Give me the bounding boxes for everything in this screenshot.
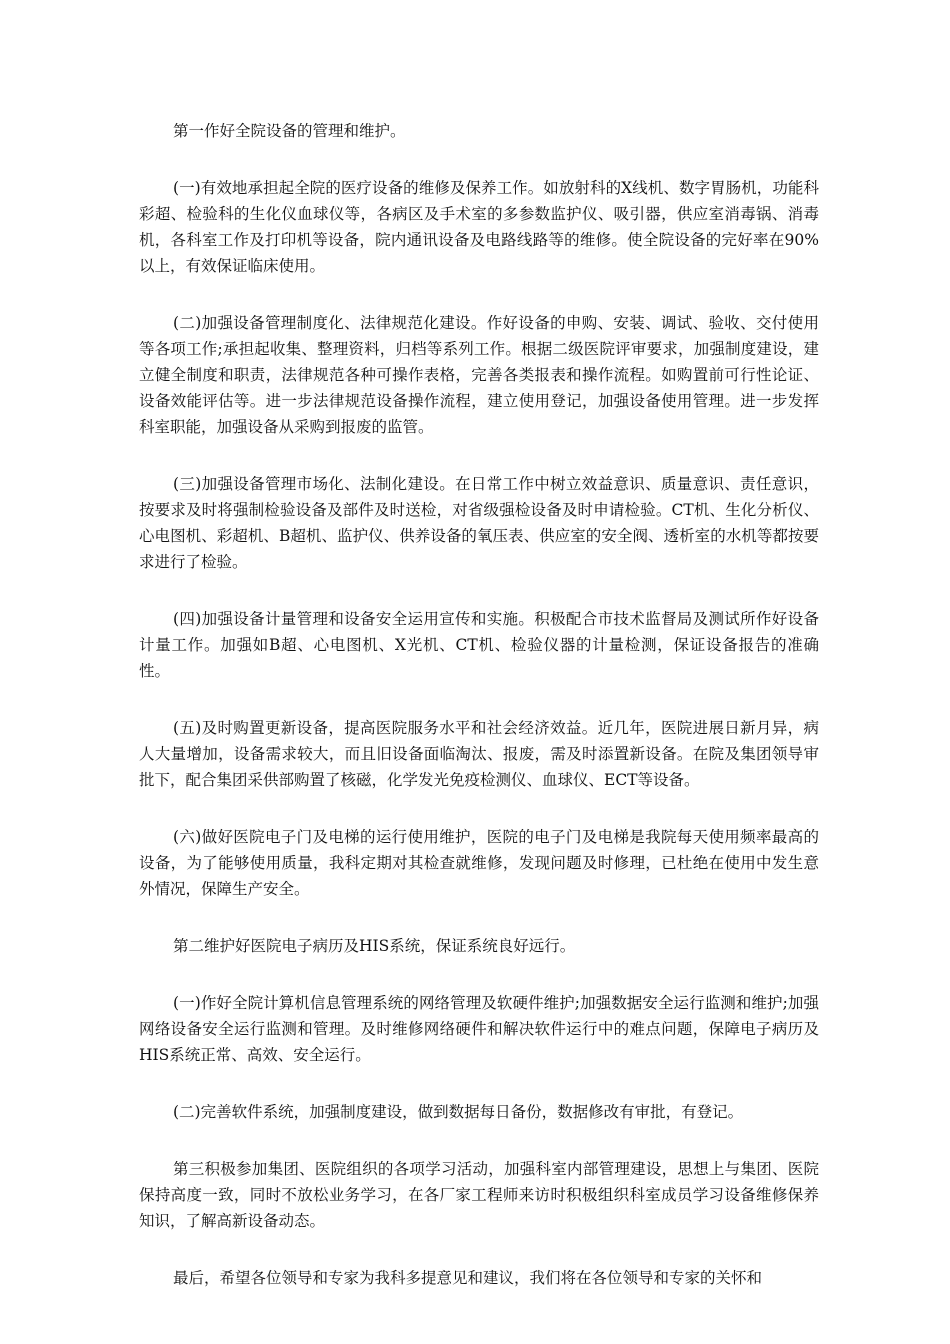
section-heading-1: 第一作好全院设备的管理和维护。 [173,122,406,140]
section-heading-2: 第二维护好医院电子病历及HIS系统，保证系统良好远行。 [173,937,576,955]
paragraph-1-1: (一)有效地承担起全院的医疗设备的维修及保养工作。如放射科的X线机、数字胃肠机，功能科彩超、检验科的生化仪血球仪等，各病区及手术室的多参数监护仪、吸引器，供应室消毒锅、消毒机，各科室工作及打印机等设备，院内通讯设备及电路线路等的维修。使全院设备的完好率在90%以上，有效保证临床使用。 [139,179,819,275]
paragraph-1-3: (三)加强设备管理市场化、法制化建设。在日常工作中树立效益意识、质量意识、责任意识，按要求及时将强制检验设备及部件及时送检，对省级强检设备及时申请检验。CT机、生化分析仪、心电图机、彩超机、B超机、监护仪、供养设备的氧压表、供应室的安全阀、透析室的水机等都按要求进行了检验。 [139,475,819,571]
paragraph-1-4: (四)加强设备计量管理和设备安全运用宣传和实施。积极配合市技术监督局及测试所作好设备计量工作。加强如B超、心电图机、X光机、CT机、检验仪器的计量检测，保证设备报告的准确性。 [139,610,819,680]
document-body [139,118,819,1291]
closing-paragraph: 最后，希望各位领导和专家为我科多提意见和建议，我们将在各位领导和专家的关怀和 [173,1269,763,1287]
paragraph-2-2: (二)完善软件系统，加强制度建设，做到数据每日备份，数据修改有审批，有登记。 [173,1103,744,1121]
paragraph-1-2: (二)加强设备管理制度化、法律规范化建设。作好设备的申购、安装、调试、验收、交付使用等各项工作;承担起收集、整理资料，归档等系列工作。根据二级医院评审要求，加强制度建设，建立健全制度和职责，法律规范各种可操作表格，完善各类报表和操作流程。如购置前可行性论证、设备效能评估等。进一步法律规范设备操作流程，建立使用登记，加强设备使用管理。进一步发挥科室职能，加强设备从采购到报废的监管。 [139,314,819,436]
paragraph-1-5: (五)及时购置更新设备，提高医院服务水平和社会经济效益。近几年，医院进展日新月异，病人大量增加，设备需求较大，而且旧设备面临淘汰、报废，需及时添置新设备。在院及集团领导审批下，配合集团采供部购置了核磁，化学发光免疫检测仪、血球仪、ECT等设备。 [139,719,819,789]
paragraph-1-6: (六)做好医院电子门及电梯的运行使用维护，医院的电子门及电梯是我院每天使用频率最高的设备，为了能够使用质量，我科定期对其检查就维修，发现问题及时修理，已杜绝在使用中发生意外情况，保障生产安全。 [139,828,819,898]
section-heading-3: 第三积极参加集团、医院组织的各项学习活动，加强科室内部管理建设，思想上与集团、医院保持高度一致，同时不放松业务学习，在各厂家工程师来访时积极组织科室成员学习设备维修保养知识，了解高新设备动态。 [139,1160,819,1230]
paragraph-2-1: (一)作好全院计算机信息管理系统的网络管理及软硬件维护;加强数据安全运行监测和维护;加强网络设备安全运行监测和管理。及时维修网络硬件和解决软件运行中的难点问题，保障电子病历及HIS系统正常、高效、安全运行。 [139,994,819,1064]
